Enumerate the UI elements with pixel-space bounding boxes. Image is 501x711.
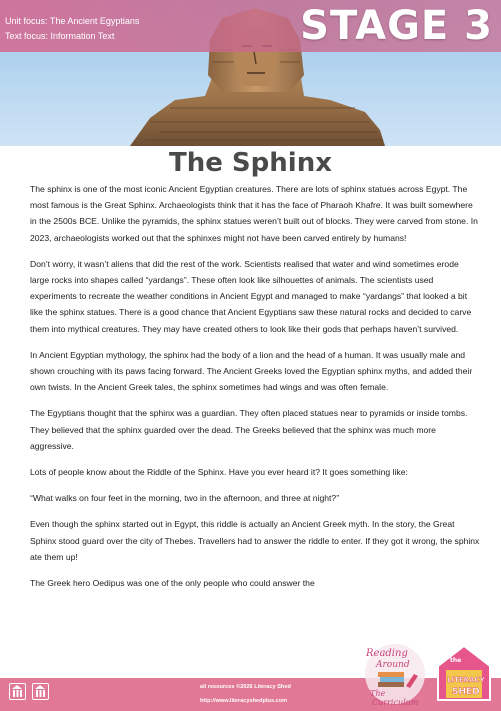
literacy-shed-logo: [432, 640, 496, 706]
website-link[interactable]: http://www.literacyshedplus.com: [200, 698, 288, 704]
paragraph: Lots of people know about the Riddle of the Sphinx. Have you ever heard it? It goes something like:: [30, 467, 408, 478]
paragraph: The Egyptians thought that the sphinx was a guardian. They often placed statues near to pyramids or inside tombs. They believed that the sphinx guarded over the dead. The Greeks believed that the sphinx was much more aggressive.: [30, 408, 468, 451]
paragraph: In Ancient Egyptian mythology, the sphinx had the body of a lion and the head of a human. It was usually male and shown crouching with its paws facing forward. The Ancient Greeks loved the Egyptian sphinx myths, and added their own twists. In the Ancient Greek tales, the sphinx sometimes had wings and was often female.: [30, 349, 473, 393]
svg-text:Reading: Reading: [366, 648, 408, 659]
svg-text:The: The: [370, 689, 386, 698]
svg-text:LITERACY: LITERACY: [447, 676, 485, 684]
page-title: The Sphinx: [169, 148, 332, 178]
svg-text:SHED: SHED: [452, 687, 480, 697]
header-image: [0, 0, 501, 146]
library-icon[interactable]: [32, 683, 49, 700]
svg-text:Around: Around: [376, 660, 410, 670]
home-icon[interactable]: [9, 683, 26, 700]
reading-around-curriculum-logo: [362, 638, 428, 708]
riddle-quote: “What walks on four feet in the morning, two in the afternoon, and three at night?”: [30, 493, 340, 504]
paragraph: The Greek hero Oedipus was one of the only people who could answer the: [30, 578, 315, 589]
footer-icons: [9, 683, 49, 700]
stage-heading: STAGE 3: [300, 3, 493, 49]
paragraph: The sphinx is one of the most iconic Ancient Egyptian creatures. There are lots of sphinx statues across Egypt. The most famous is the Great Sphinx. Archaeologists think that it has the face of Pharaoh Khafre. It was built somewhere in the 2500s BCE. Unlike the pyramids, the sphinx statues weren’t built out of blocks. They were carved from stone. In 2023, archaeologists worked out that the sphinxes might not have been carved entirely by humans!: [30, 184, 478, 243]
unit-focus-label: Unit focus: The Ancient Egyptians: [5, 16, 140, 26]
article-body: [30, 181, 480, 601]
copyright-text: all resources ©2026 Literacy Shed: [200, 684, 291, 690]
paragraph: Even though the sphinx started out in Egypt, this riddle is actually an Ancient Greek myth. In the story, the Great Sphinx stood guard over the city of Thebes. Travellers had to answer the riddle to enter. If they got it wrong, the sphinx ate them up!: [30, 519, 480, 562]
svg-text:Curriculum: Curriculum: [372, 698, 419, 707]
text-focus-label: Text focus: Information Text: [5, 31, 115, 41]
paragraph: Don’t worry, it wasn’t aliens that did the rest of the work. Scientists realised that water and wind sometimes erode large rocks into shapes called “yardangs”. These often look like silhouettes of animals. The scientists used experiments to recreate the weather conditions in Ancient Egypt and managed to make “yardangs” that looked a bit like the sphinx statues. There is a good chance that Ancient Egyptians saw these natural rocks and decided to carve them into mythical creatures. They may have created others to look like their gods that perhaps haven’t survived.: [30, 258, 472, 334]
svg-text:the: the: [450, 657, 462, 664]
